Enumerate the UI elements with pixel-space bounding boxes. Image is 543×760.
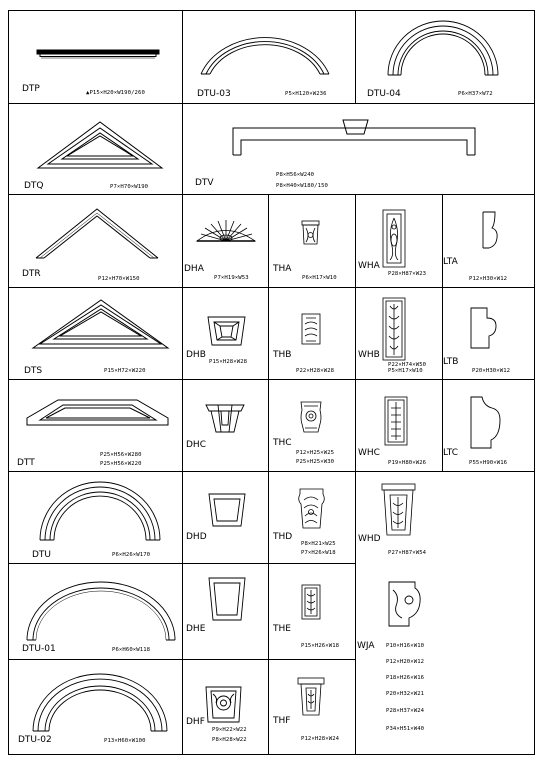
dhd-drawing <box>209 494 245 526</box>
dimension-text: P6×H60×W118 <box>112 647 151 653</box>
dtu-drawing <box>40 482 160 540</box>
dtu-03-drawing <box>201 38 329 74</box>
code-label: DHF <box>186 717 205 727</box>
dhf-drawing <box>206 687 241 722</box>
whb-drawing <box>383 298 405 360</box>
dimension-text: ▲P15×H20×W190/260 <box>86 90 145 96</box>
code-label: DTS <box>24 366 43 376</box>
dimension-text: P6×H37×W72 <box>458 91 493 97</box>
dtt-drawing <box>27 400 168 425</box>
thb-drawing <box>302 314 320 344</box>
code-label: WHD <box>358 534 381 544</box>
code-label: DTU-04 <box>367 89 401 99</box>
code-label: LTB <box>443 357 459 367</box>
dimension-text: P18×H26×W16 <box>386 675 425 681</box>
dimension-text: P7×H19×W53 <box>214 275 249 281</box>
dts-drawing <box>33 300 168 348</box>
dimension-text: P6×H26×W170 <box>112 552 151 558</box>
code-label: DHC <box>186 440 206 450</box>
dimension-text: P5×H120×W236 <box>285 91 327 97</box>
dimension-text: P34×H51×W40 <box>386 726 425 732</box>
dimension-text: P8×H21×W25 <box>301 541 336 547</box>
ltc-drawing <box>471 397 500 448</box>
code-label: WHB <box>358 350 380 360</box>
whc-drawing <box>385 397 407 445</box>
dimension-text: P27×H87×W54 <box>388 550 427 556</box>
code-label: LTC <box>443 448 459 458</box>
dimension-text: P22×H28×W28 <box>296 368 335 374</box>
code-label: THC <box>273 438 292 448</box>
dimension-text: P22×H74×W50 <box>388 362 427 368</box>
whd-drawing <box>382 484 415 535</box>
thd-drawing <box>299 489 325 528</box>
dimension-text: P25×H56×W280 <box>100 452 142 458</box>
code-label: DTU-02 <box>18 735 52 745</box>
tha-drawing <box>302 221 319 244</box>
code-label: DTT <box>17 458 35 468</box>
code-label: WHC <box>358 448 380 458</box>
thc-drawing <box>301 402 321 432</box>
dtu-02-drawing <box>33 674 167 731</box>
dimension-text: P8×H40×W180/150 <box>276 183 329 189</box>
dimension-text: P8×H28×W22 <box>212 737 247 743</box>
dimension-text: P12×H25×W25 <box>296 450 335 456</box>
code-label: THE <box>273 624 291 634</box>
lta-drawing <box>483 212 497 248</box>
dimension-text: P25×H25×W30 <box>296 459 335 465</box>
code-label: WHA <box>358 261 380 271</box>
dimension-text: P20×H32×W21 <box>386 691 425 697</box>
code-label: DTV <box>195 178 214 188</box>
wha-drawing <box>383 210 405 267</box>
dha-drawing <box>197 220 255 241</box>
code-label: LTA <box>443 257 458 267</box>
dimension-text: P7×H26×W18 <box>301 550 336 556</box>
dimension-text: P8×H56×W240 <box>276 172 315 178</box>
code-label: DTU <box>32 550 52 560</box>
dimension-text: P12×H70×W150 <box>98 276 140 282</box>
dimension-text: P12×H28×W24 <box>301 736 340 742</box>
code-label: DHA <box>184 264 204 274</box>
dtv-drawing <box>233 120 475 155</box>
dimension-text: P15×H72×W220 <box>104 368 146 374</box>
code-label: DTU-03 <box>197 89 231 99</box>
dimension-text: P28×H87×W23 <box>388 271 427 277</box>
dimension-text: P12×H20×W12 <box>386 659 425 665</box>
dimension-text: P13×H60×W100 <box>104 738 146 744</box>
code-label: WJA <box>357 641 375 651</box>
dimension-text: P10×H16×W10 <box>386 643 425 649</box>
code-label: DTU-01 <box>22 644 56 654</box>
code-label: THD <box>273 532 293 542</box>
code-label: THF <box>273 716 291 726</box>
dimension-text: P20×H30×W12 <box>472 368 511 374</box>
dimension-text: P7×H70×W190 <box>110 184 149 190</box>
dimension-text: P25×H56×W220 <box>100 461 142 467</box>
dtp-drawing <box>37 50 159 58</box>
dimension-text: P28×H37×W24 <box>386 708 425 714</box>
dhb-drawing <box>208 317 245 345</box>
dimension-text: P19×H80×W26 <box>388 460 427 466</box>
dimension-text: P15×H28×W28 <box>209 359 248 365</box>
dimension-text: P12×H30×W12 <box>469 276 508 282</box>
code-label: THB <box>273 350 292 360</box>
code-label: DTR <box>22 269 41 279</box>
dtu-04-drawing <box>388 21 498 75</box>
dtq-drawing <box>38 122 162 168</box>
dimension-text: P9×H22×W22 <box>212 727 247 733</box>
ltb-drawing <box>471 308 496 348</box>
code-label: DTP <box>22 84 40 94</box>
dhe-drawing <box>209 578 245 620</box>
code-label: DHD <box>186 532 207 542</box>
dimension-text: P55×H90×W16 <box>469 460 508 466</box>
code-label: THA <box>273 264 292 274</box>
code-label: DHE <box>186 624 206 634</box>
the-drawing <box>302 585 320 619</box>
code-label: DHB <box>186 350 206 360</box>
dimension-text: P5×H17×W10 <box>388 368 423 374</box>
code-label: DTQ <box>24 181 44 191</box>
dimension-text: P6×H17×W10 <box>302 275 337 281</box>
dtr-drawing <box>36 209 158 258</box>
wja-drawing <box>389 582 420 626</box>
thf-drawing <box>298 678 324 715</box>
dimension-text: P15×H26×W18 <box>301 643 340 649</box>
dtu-01-drawing <box>27 582 175 640</box>
dhc-drawing <box>206 405 244 432</box>
